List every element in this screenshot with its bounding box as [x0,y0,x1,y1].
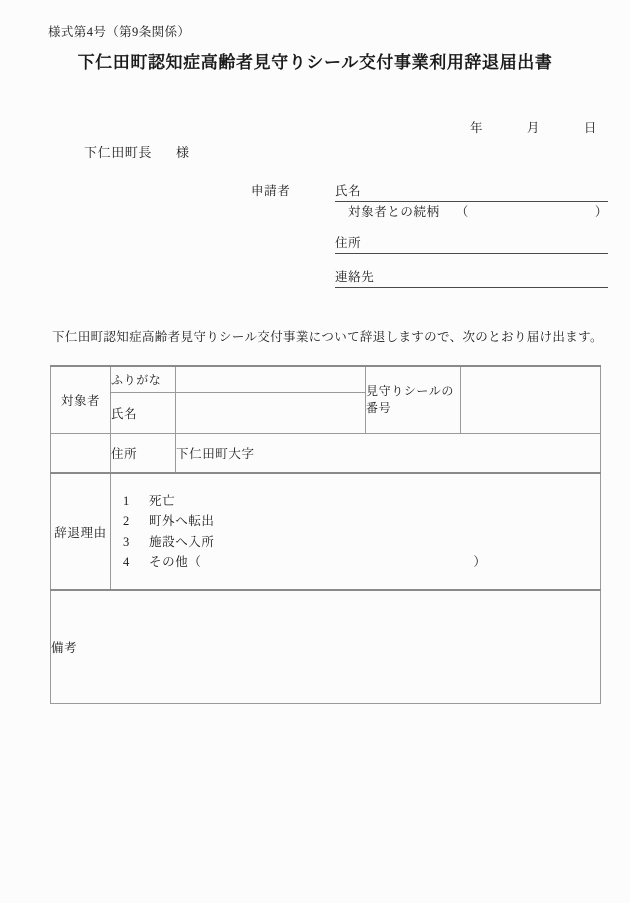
reason-other-input[interactable] [188,552,488,572]
table-row-reason [51,473,601,590]
reason-num-1: 1 [123,494,130,508]
date-line [470,118,597,136]
page-title: 下仁田町認知症高齢者見守りシール交付事業利用辞退届出書 [77,53,553,72]
applicant-contact-label: 連絡先 [335,270,375,284]
table-row-address [51,434,601,474]
reason-num-3: 3 [123,534,130,549]
relation-paren-open: （ [455,205,469,219]
remarks-label: 備考 [51,641,78,655]
subject-address-label: 住所 [111,434,176,474]
applicant-name-label: 氏名 [335,184,362,198]
subject-name-value[interactable] [176,393,366,434]
table-row-remarks [51,590,601,704]
form-table [50,365,601,704]
body-statement: 下仁田町認知症高齢者見守りシール交付事業について辞退しますので、次のとおり届け出ます。 [52,330,603,344]
reason-text-2: 町外へ転出 [149,514,215,529]
relation-paren-close: ） [594,205,608,219]
applicant-relation-label: 対象者との続柄 [348,205,440,219]
reason-text-3: 施設へ入所 [149,534,215,549]
reason-other-paren-close: ） [473,554,487,569]
reason-item-3[interactable] [123,532,600,552]
date-month-label: 月 [526,121,540,135]
applicant-contact-field[interactable] [335,267,608,288]
reason-item-2[interactable] [123,511,600,531]
seal-number-label: 見守りシールの番号 [366,366,461,434]
reason-group-label: 辞退理由 [51,473,111,590]
subject-address-value[interactable]: 下仁田町大字 [176,434,601,474]
reason-text-1: 死亡 [149,494,176,508]
subject-name-label: 氏名 [111,393,176,434]
reason-item-1[interactable] [123,491,600,511]
reason-other-paren-open: （ [188,554,202,569]
subject-group-label: 対象者 [51,366,111,434]
reason-item-4[interactable] [123,552,600,572]
applicant-relation-field[interactable] [348,202,608,220]
reason-list [111,485,600,578]
date-day-label: 日 [583,121,597,135]
addressee-name: 下仁田町長 [84,145,153,160]
reason-options-cell [111,473,601,590]
addressee-honorific: 様 [176,145,190,160]
form-number: 様式第4号（第9条関係） [48,25,191,39]
reason-num-4: 4 [123,554,130,569]
remarks-cell[interactable] [51,590,601,704]
furigana-label: ふりがな [111,366,176,393]
reason-text-4: その他 [149,554,189,569]
applicant-address-field[interactable] [335,233,608,254]
furigana-value[interactable] [176,366,366,393]
reason-num-2: 2 [123,514,130,529]
applicant-name-field[interactable] [335,181,608,202]
seal-number-value[interactable] [461,366,601,434]
table-row-furigana [51,366,601,393]
date-year-label: 年 [470,121,483,135]
address-spacer-cell [51,434,111,474]
applicant-address-label: 住所 [335,236,362,250]
addressee [84,142,190,161]
applicant-label: 申請者 [251,184,291,198]
